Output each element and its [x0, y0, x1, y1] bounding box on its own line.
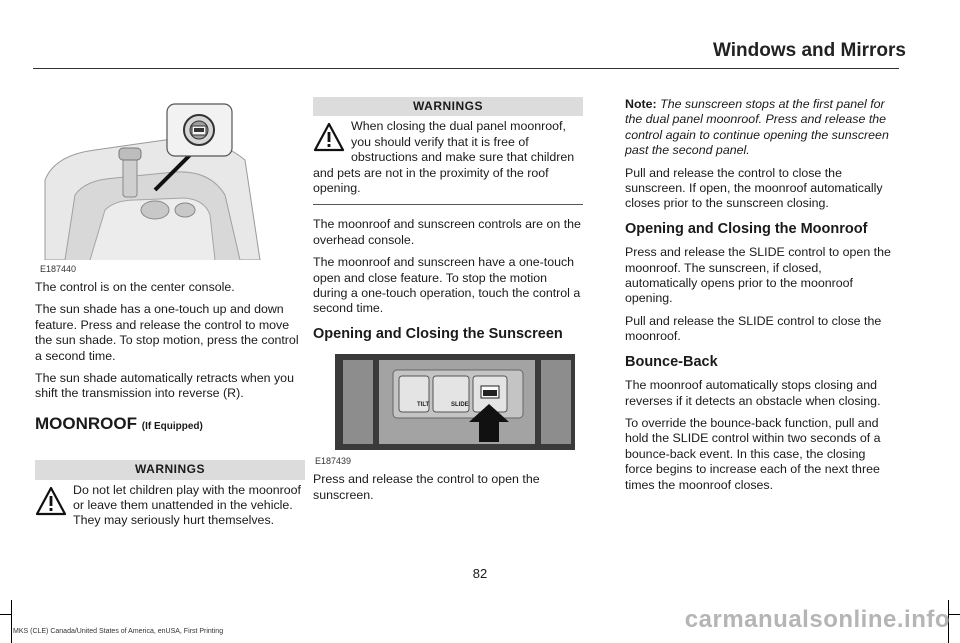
paragraph: The moonroof automatically stops closing and reverses if it detects an obstacle when closing.	[625, 378, 881, 408]
warning-triangle-icon	[35, 486, 67, 516]
page-number: 82	[472, 566, 488, 581]
overhead-console-illustration	[313, 352, 578, 467]
section-heading: Opening and Closing the Moonroof	[625, 220, 868, 237]
note-label: Note:	[625, 97, 657, 111]
warning-box	[35, 483, 305, 529]
crop-mark	[11, 600, 12, 643]
crop-mark	[949, 614, 960, 615]
warning-title: WARNINGS	[313, 97, 583, 116]
paragraph: The sun shade has a one-touch up and down feature. Press and release the control to move the sun shade. To stop motion, press the control a second time.	[35, 302, 299, 363]
image-code: E187439	[315, 456, 352, 467]
paragraph: Press and release the SLIDE control to open the moonroof. The sunscreen, if closed, automatically opens prior to the moonroof opening.	[625, 245, 891, 306]
paragraph: The sun shade automatically retracts when you shift the transmission into reverse (R).	[35, 371, 294, 401]
paragraph: The control is on the center console.	[35, 280, 235, 294]
column-left	[35, 100, 305, 529]
column-right	[625, 97, 895, 500]
warning-triangle-icon	[313, 122, 345, 152]
paragraph: Press and release the control to open the sunscreen.	[313, 472, 540, 502]
paragraph: Pull and release the SLIDE control to close the moonroof.	[625, 313, 882, 344]
header-rule	[33, 68, 899, 69]
note-text: The sunscreen stops at the first panel for the dual panel moonroof. Press and release the control again to continue opening the sunscreen past the second panel.	[625, 97, 889, 158]
overhead-console-figure	[313, 352, 578, 452]
paragraph: Pull and release the control to close the sunscreen. If open, the moonroof automatically closes prior to the sunscreen closing.	[625, 165, 883, 211]
paragraph: To override the bounce-back function, pull and hold the SLIDE control within two seconds of a bounce-back event. In this case, the closing force begins to increase each of the next three times the moonroof closes.	[625, 415, 881, 492]
footer-text: MKS (CLE) Canada/United States of America, enUSA, First Printing	[13, 628, 224, 635]
paragraph: The moonroof and sunscreen have a one-touch open and close feature. To stop the motion during a one-touch operation, touch the control a second time.	[313, 255, 581, 316]
crop-mark	[0, 614, 11, 615]
warning-text: When closing the dual panel moonroof, you should verify that it is free of obstructions and make sure that children and pets are not in the proximity of the roof opening.	[313, 119, 575, 196]
center-console-illustration	[35, 100, 265, 274]
tilt-label: TILT	[417, 402, 430, 409]
note	[625, 97, 895, 159]
watermark: carmanualsonline.info	[684, 606, 950, 633]
section-title-text: MOONROOF	[35, 413, 137, 433]
slide-label: SLIDE	[451, 402, 469, 409]
section-heading: Opening and Closing the Sunscreen	[313, 325, 563, 342]
warning-title: WARNINGS	[35, 460, 305, 479]
page-header-title: Windows and Mirrors	[712, 40, 906, 61]
warning-text: Do not let children play with the moonroof or leave them unattended in the vehicle. They may seriously hurt themselves.	[73, 482, 301, 528]
column-middle	[313, 97, 583, 510]
console-control-figure	[35, 100, 265, 260]
warning-rule	[313, 204, 583, 205]
warning-box	[313, 119, 583, 196]
section-title	[35, 413, 305, 434]
section-title-suffix: (If Equipped)	[141, 420, 203, 432]
image-code: E187440	[40, 264, 77, 274]
section-heading: Bounce-Back	[625, 353, 718, 370]
paragraph: The moonroof and sunscreen controls are on the overhead console.	[313, 217, 581, 247]
